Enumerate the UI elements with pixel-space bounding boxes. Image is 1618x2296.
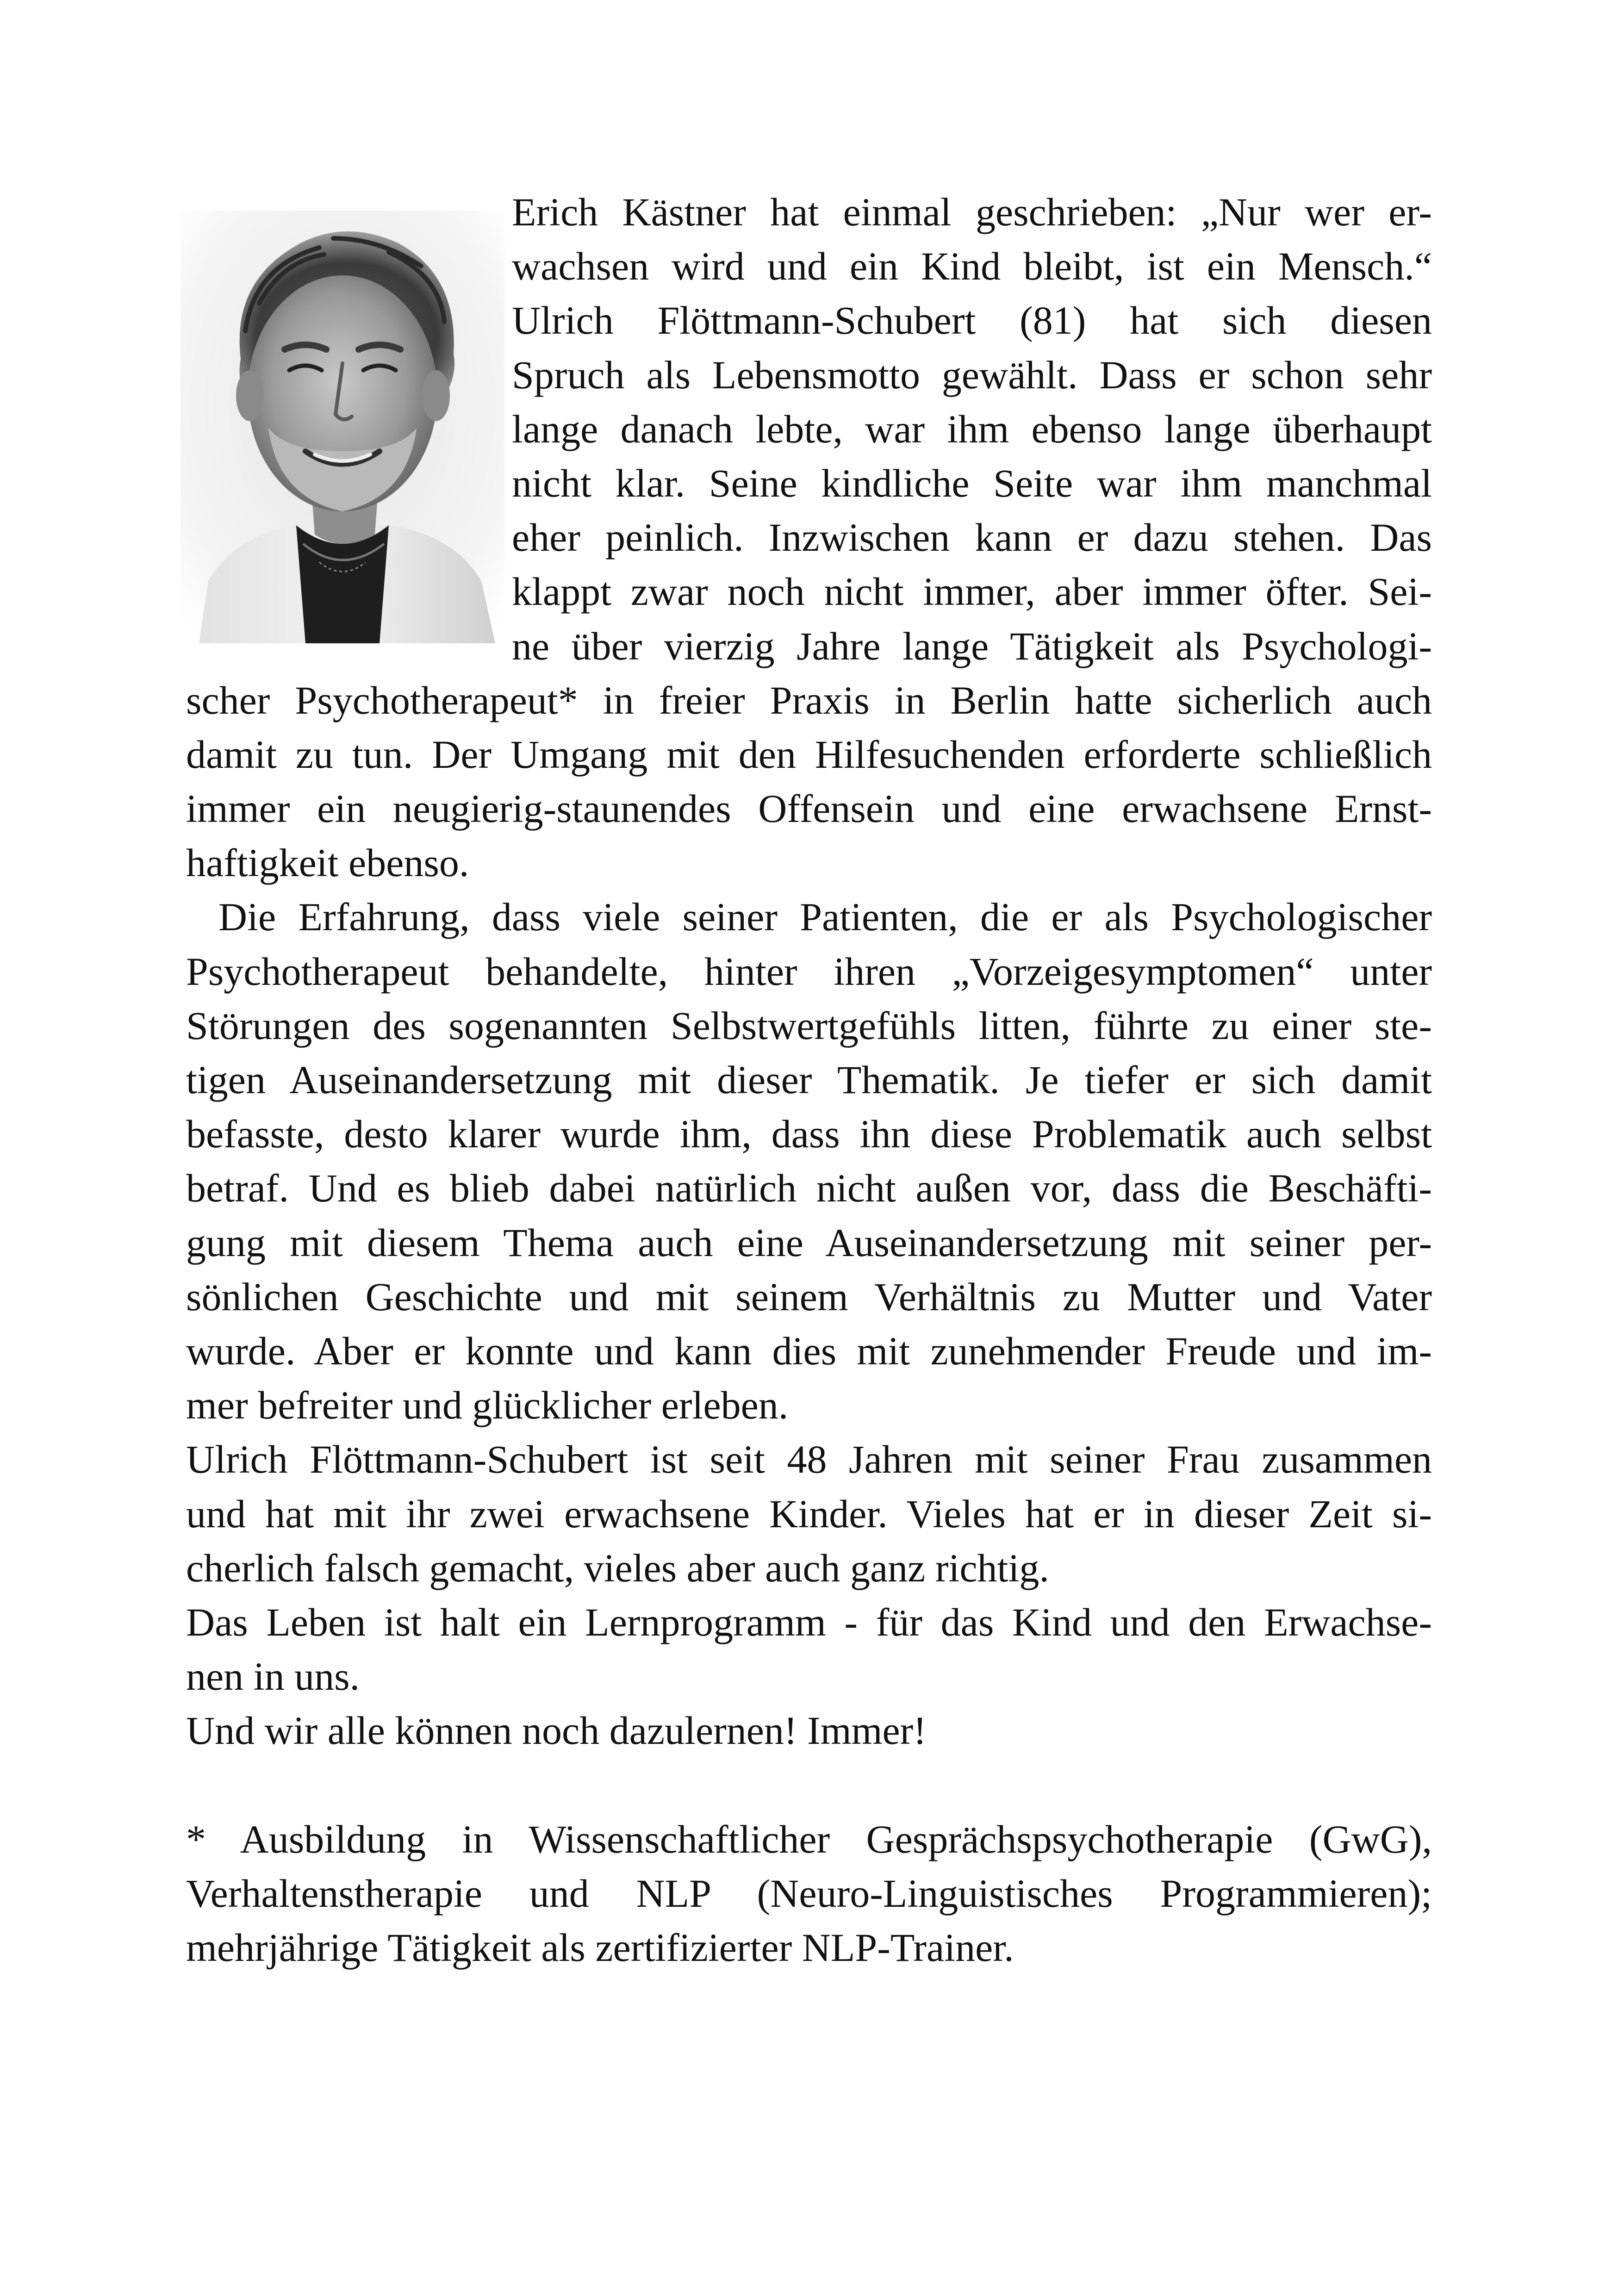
para1-line-1: scher Psychotherapeut* in freier Praxis in Berlin hatte sicherlich auch bbox=[186, 678, 1432, 722]
para1-line-4: haftigkeit ebenso. bbox=[186, 840, 469, 885]
para2-line-6: betraf. Und es blieb dabei natürlich nicht außen vor, dass die Beschäfti- bbox=[186, 1166, 1432, 1211]
para2-line-9: wurde. Aber er konnte und kann dies mit zunehmender Freude und im- bbox=[186, 1328, 1432, 1373]
para2-line-8: sönlichen Geschichte und mit seinem Verhältnis zu Mutter und Vater bbox=[186, 1274, 1432, 1319]
intro-line-9: ne über vierzig Jahre lange Tätigkeit als Psychologi- bbox=[512, 623, 1432, 668]
intro-line-2: wachsen wird und ein Kind bleibt, ist ein Mensch.“ bbox=[512, 244, 1432, 289]
para3-line-3: cherlich falsch gemacht, vieles aber auch ganz richtig. bbox=[186, 1545, 1049, 1590]
para3-line-2: und hat mit ihr zwei erwachsene Kinder. Vieles hat er in dieser Zeit si- bbox=[186, 1491, 1432, 1536]
para4-line-2: nen in uns. bbox=[186, 1654, 360, 1699]
intro-line-6: nicht klar. Seine kindliche Seite war ihm manchmal bbox=[512, 460, 1432, 505]
para2-line-7: gung mit diesem Thema auch eine Auseinandersetzung mit seiner per- bbox=[186, 1220, 1432, 1265]
para2-line-4: tigen Auseinandersetzung mit dieser Thematik. Je tiefer er sich damit bbox=[186, 1058, 1432, 1102]
biography-text bbox=[186, 185, 1432, 1975]
para3-line-1: Ulrich Flöttmann-Schubert ist seit 48 Jahren mit seiner Frau zusammen bbox=[186, 1437, 1432, 1482]
intro-line-5: lange danach lebte, war ihm ebenso lange überhaupt bbox=[512, 406, 1432, 451]
footnote bbox=[186, 1812, 1432, 1975]
intro-line-1: Erich Kästner hat einmal geschrieben: „Nur wer er- bbox=[512, 190, 1432, 234]
para2-line-10: mer befreiter und glücklicher erleben. bbox=[186, 1383, 789, 1428]
footnote-line-3: mehrjährige Tätigkeit als zertifizierter NLP-Trainer. bbox=[186, 1925, 1014, 1970]
para1-line-3: immer ein neugierig-staunendes Offensein und eine erwachsene Ernst- bbox=[186, 786, 1432, 831]
para2-line-1: Die Erfahrung, dass viele seiner Patienten, die er als Psychologischer bbox=[218, 895, 1432, 940]
footnote-line-1: * Ausbildung in Wissenschaftlicher Gesprächspsychotherapie (GwG), bbox=[186, 1817, 1432, 1861]
para2-line-2: Psychotherapeut behandelte, hinter ihren „Vorzeigesymptomen“ unter bbox=[186, 949, 1432, 994]
intro-line-7: eher peinlich. Inzwischen kann er dazu stehen. Das bbox=[512, 515, 1432, 560]
para2-line-3: Störungen des sogenannten Selbstwertgefühls litten, führte zu einer ste- bbox=[186, 1003, 1432, 1048]
para1-line-2: damit zu tun. Der Umgang mit den Hilfesuchenden erforderte schließlich bbox=[186, 732, 1432, 777]
para2-line-5: befasste, desto klarer wurde ihm, dass ihn diese Problematik auch selbst bbox=[186, 1112, 1432, 1157]
para4-line-1: Das Leben ist halt ein Lernprogramm - für das Kind und den Erwachse- bbox=[186, 1599, 1432, 1644]
footnote-line-2: Verhaltenstherapie und NLP (Neuro-Linguistisches Programmieren); bbox=[186, 1871, 1432, 1916]
intro-line-4: Spruch als Lebensmotto gewählt. Dass er schon sehr bbox=[512, 352, 1432, 397]
intro-line-3: Ulrich Flöttmann-Schubert (81) hat sich diesen bbox=[512, 298, 1432, 343]
para5-line-1: Und wir alle können noch dazulernen! Immer! bbox=[186, 1708, 927, 1753]
intro-line-8: klappt zwar noch nicht immer, aber immer öfter. Sei- bbox=[512, 569, 1432, 614]
section-spacer bbox=[186, 1758, 1432, 1812]
